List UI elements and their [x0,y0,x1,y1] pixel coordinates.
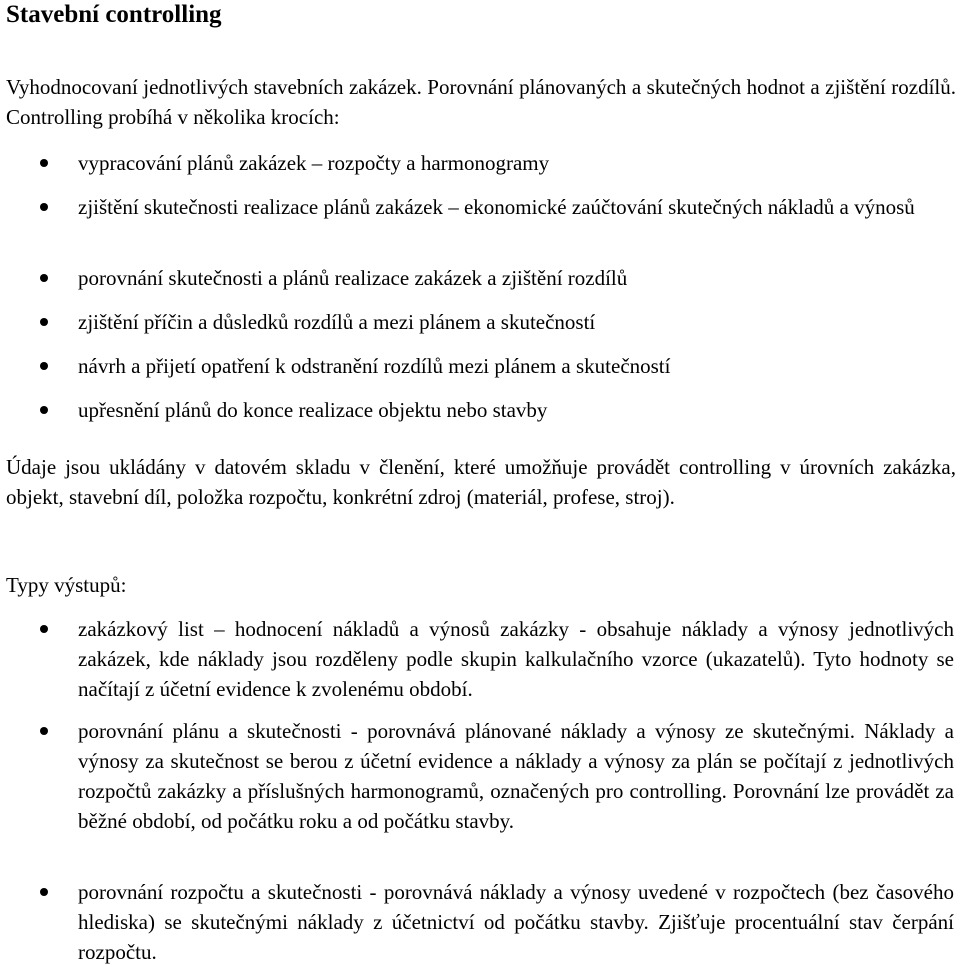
list-item-text: vypracování plánů zakázek – rozpočty a harmonogramy [78,151,550,175]
list-item-text: upřesnění plánů do konce realizace objektu nebo stavby [78,398,548,422]
bullet-icon [40,203,48,211]
bullet-icon [40,727,48,735]
bullet-icon [40,362,48,370]
page-title: Stavební controlling [6,1,222,28]
list-item-text: porovnání rozpočtu a skutečnosti - porovnává náklady a výnosy uvedené v rozpočtech (bez časového hlediska) se skutečnými náklady z účetnictví od počátku stavby. Zjišťuje procentuální stav čerpání rozpočtu. [78,880,954,964]
intro-paragraph: Vyhodnocovaní jednotlivých stavebních zakázek. Porovnání plánovaných a skutečných hodnot a zjištění rozdílů. Controlling probíhá v několika krocích: [6,75,956,129]
bullet-icon [40,625,48,633]
list-item-text: zjištění skutečnosti realizace plánů zakázek – ekonomické zaúčtování skutečných nákladů a výnosů [78,195,915,219]
list-item-text: porovnání skutečnosti a plánů realizace zakázek a zjištění rozdílů [78,266,628,290]
data-paragraph: Údaje jsou ukládány v datovém skladu v členění, které umožňuje provádět controlling v úrovních zakázka, objekt, stavební díl, položka rozpočtu, konkrétní zdroj (materiál, profese, stroj). [6,455,956,509]
bullet-icon [40,318,48,326]
list-item-text: zakázkový list – hodnocení nákladů a výnosů zakázky - obsahuje náklady a výnosy jednotlivých zakázek, kde náklady jsou rozděleny podle skupin kalkulačního vzorce (ukazatelů). Tyto hodnoty se načítají z účetní evidence k zvolenému období. [78,617,954,701]
outputs-heading: Typy výstupů: [6,573,127,597]
bullet-icon [40,159,48,167]
list-item-text: porovnání plánu a skutečnosti - porovnává plánované náklady a výnosy ze skutečnými. Náklady a výnosy za skutečnost se berou z účetní evidence a náklady a výnosy za plán se počítají z jednotlivých rozpočtů zakázky a příslušných harmonogramů, označených pro controlling. Porovnání lze provádět za běžné období, od počátku roku a od počátku stavby. [78,719,954,833]
bullet-icon [40,406,48,414]
bullet-icon [40,888,48,896]
list-item-text: návrh a přijetí opatření k odstranění rozdílů mezi plánem a skutečností [78,354,671,378]
bullet-icon [40,274,48,282]
list-item-text: zjištění příčin a důsledků rozdílů a mezi plánem a skutečností [78,310,596,334]
